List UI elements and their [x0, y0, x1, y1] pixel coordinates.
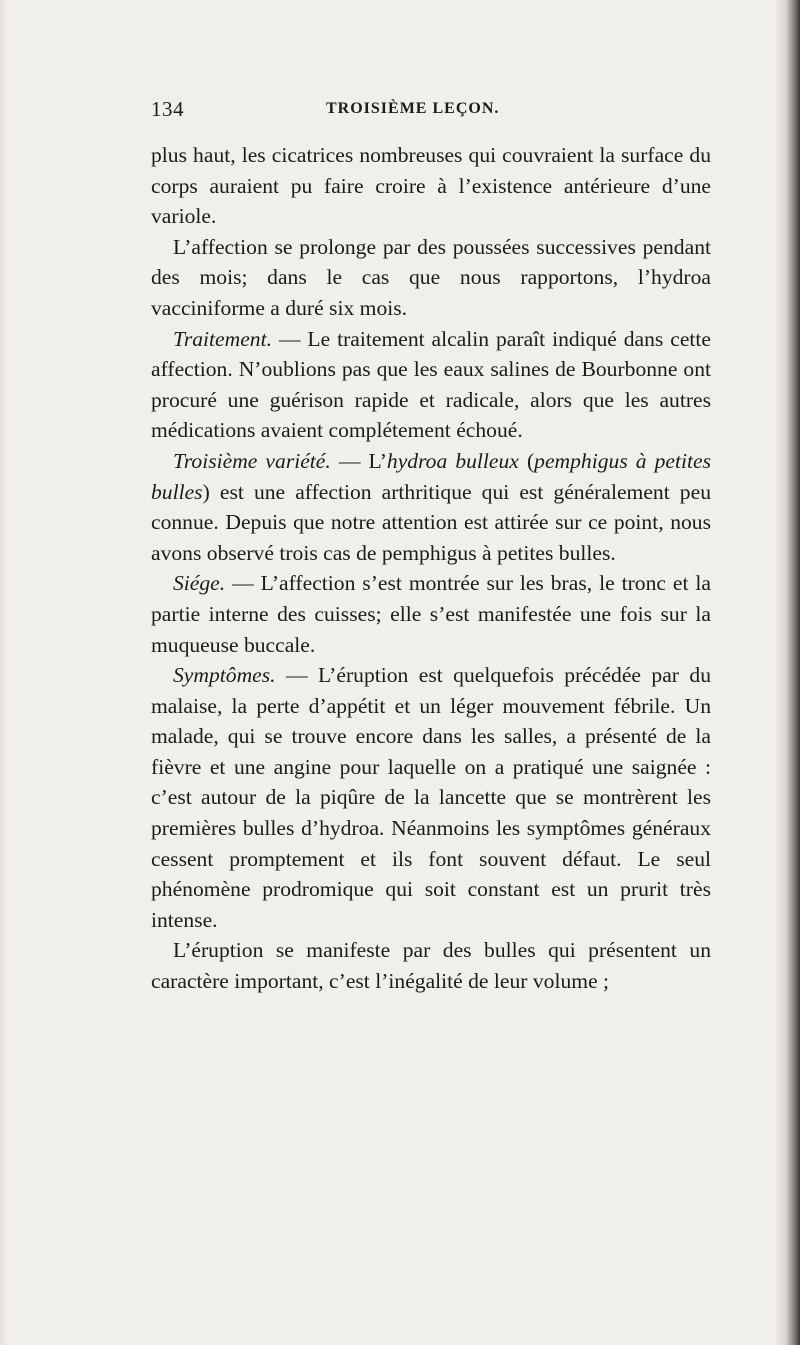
term-hydroa-bulleux: hydroa bulleux: [386, 448, 519, 473]
section-label-siege: Siége.: [173, 571, 226, 596]
section-label-troisieme-variete: Troisième variété.: [173, 448, 331, 473]
paragraph-text: — L’affection s’est montrée sur les bras, le tronc et la partie interne des cuisses; elle s’est manifestée une fois sur la muqueuse buccale.: [151, 571, 711, 657]
term-pemphigus: pemphigus à petites bulles: [151, 448, 711, 504]
paragraph-prolongation: [151, 232, 711, 324]
section-label-traitement: Traitement.: [173, 326, 272, 351]
paragraph-siege: [151, 568, 711, 660]
body-text: [151, 140, 711, 997]
paragraph-symptomes: [151, 660, 711, 935]
page-left-edge-shadow: [0, 0, 8, 1345]
paragraph-traitement: [151, 324, 711, 446]
page-binding-shadow: [774, 0, 800, 1345]
paragraph-text: plus haut, les cicatrices nombreuses qui couvraient la surface du corps auraient pu faire croire à l’existence antérieure d’une variole.: [151, 143, 711, 229]
paragraph-text: L’affection se prolonge par des poussées successives pendant des mois; dans le cas que nous rapportons, l’hydroa vacciniforme a duré six mois.: [151, 234, 711, 320]
paragraph-text: — Le traitement alcalin paraît indiqué dans cette affection. N’oublions pas que les eaux salines de Bourbonne ont procuré une guérison rapide et radicale, alors que les autres médications avaient complétement échoué.: [151, 326, 711, 443]
section-label-symptomes: Symptômes.: [173, 663, 276, 688]
page-number: 134: [151, 97, 184, 121]
paragraph-text: ) est une affection arthritique qui est généralement peu connue. Depuis que notre attention est attirée sur ce point, nous avons observé trois cas de pemphigus à petites bulles.: [151, 479, 711, 565]
paragraph-troisieme-variete: [151, 446, 711, 568]
running-title: TROISIÈME LEÇON.: [326, 100, 500, 117]
paragraph-text: — L’: [330, 448, 387, 473]
paragraph-text: (: [518, 448, 535, 473]
paragraph-text: — L’éruption est quelquefois précédée par du malaise, la perte d’appétit et un léger mouvement fébrile. Un malade, qui se trouve encore dans les salles, a présenté de la fièvre et une angine pour laquelle on a pratiqué une saignée : c’est autour de la piqûre de la lancette que se montrèrent les premières bulles d’hydroa. Néanmoins les symptômes généraux cessent promptement et ils font souvent défaut. Le seul phénomène prodromique qui soit constant est un prurit très intense.: [151, 663, 711, 932]
paragraph-text: L’éruption se manifeste par des bulles qui présentent un caractère important, c’est l’inégalité de leur volume ;: [151, 938, 711, 994]
paragraph-eruption: [151, 935, 711, 996]
paragraph-continuation: [151, 140, 711, 232]
page-header: [151, 97, 711, 127]
